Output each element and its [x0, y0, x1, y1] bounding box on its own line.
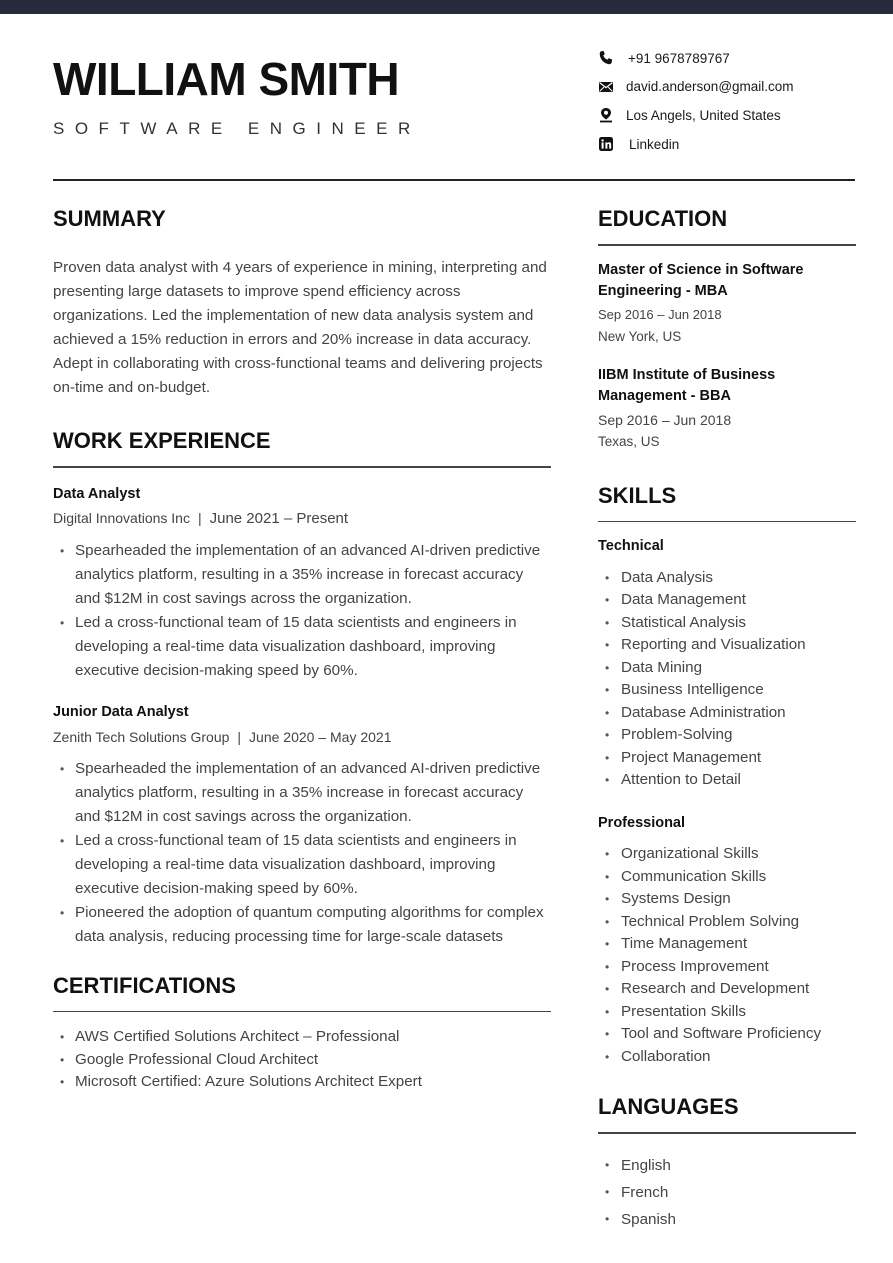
job-title: SOFTWARE ENGINEER [53, 119, 421, 138]
list-item: • Attention to Detail [598, 769, 856, 792]
technical-skills-list [598, 567, 856, 792]
certifications-list [53, 1026, 551, 1094]
section-divider [598, 244, 856, 246]
list-item: • English [598, 1152, 856, 1179]
job-dates: June 2021 – Present [209, 510, 349, 527]
contact-linkedin-text: Linkedin [629, 136, 680, 152]
job-meta [53, 511, 551, 526]
list-item: • Microsoft Certified: Azure Solutions Architect Expert [53, 1071, 551, 1094]
list-item: • Project Management [598, 747, 856, 770]
education-heading: EDUCATION [598, 206, 728, 231]
job-entry [53, 487, 551, 684]
education-entry [598, 260, 856, 344]
list-item: • Time Management [598, 933, 856, 956]
list-item: • Communication Skills [598, 866, 856, 889]
education-entry [598, 365, 856, 449]
summary-heading: SUMMARY [53, 206, 166, 231]
list-item: • Process Improvement [598, 956, 856, 979]
education-dates: Sep 2016 – Jun 2018 [598, 412, 732, 428]
list-item: • Spearheaded the implementation of an advanced AI-driven predictive analytics platform, resulting in a 35% increase in forecast accuracy and $12M in cost savings across the organization. [53, 539, 551, 611]
list-item: • Organizational Skills [598, 843, 856, 866]
right-column [598, 208, 856, 1233]
contact-linkedin[interactable] [598, 130, 878, 159]
summary-section [53, 208, 551, 400]
skills-section [598, 482, 856, 1069]
section-divider [598, 521, 856, 523]
education-location: Texas, US [598, 434, 660, 449]
list-item: • Database Administration [598, 702, 856, 725]
list-item: • French [598, 1179, 856, 1206]
list-item: • Google Professional Cloud Architect [53, 1049, 551, 1072]
skills-group-professional: Professional [598, 814, 686, 831]
list-item: • Pioneered the adoption of quantum computing algorithms for complex data analysis, reducing processing time for large-scale datasets [53, 901, 551, 949]
languages-heading: LANGUAGES [598, 1094, 739, 1119]
list-item: • Data Mining [598, 657, 856, 680]
work-experience-heading: WORK EXPERIENCE [53, 428, 271, 453]
list-item: • Business Intelligence [598, 679, 856, 702]
education-section [598, 208, 856, 449]
section-divider [598, 1132, 856, 1134]
contact-list [598, 44, 878, 158]
summary-text: Proven data analyst with 4 years of experience in mining, interpreting and presenting large datasets to improve spend efficiency across organizations. Led the implementation of new data analysis system and achieved a 15% reduction in errors and 20% increase in data accuracy. Adept in collaborating with cross-functional teams and delivering projects on-time and on-budget. [53, 259, 547, 396]
list-item: • Technical Problem Solving [598, 911, 856, 934]
list-item: • Research and Development [598, 978, 856, 1001]
languages-section [598, 1096, 856, 1233]
list-item: • Data Analysis [598, 567, 856, 590]
job-company: Digital Innovations Inc [53, 510, 190, 526]
languages-list [598, 1152, 856, 1233]
contact-phone [598, 44, 878, 73]
work-experience-section [53, 430, 551, 949]
left-column [53, 208, 551, 1094]
job-meta-separator: | [197, 510, 202, 526]
contact-location-text: Los Angels, United States [626, 107, 781, 123]
job-entry [53, 705, 551, 949]
list-item: • Spanish [598, 1206, 856, 1233]
job-position: Junior Data Analyst [53, 704, 189, 720]
job-bullets [53, 539, 551, 683]
list-item: • Led a cross-functional team of 15 data scientists and engineers in developing a real-time data visualization dashboard, improving executive decision-making speed by 60%. [53, 829, 551, 901]
top-accent-bar [0, 0, 893, 14]
section-divider [53, 466, 551, 468]
section-divider [53, 1011, 551, 1013]
contact-email[interactable] [598, 73, 878, 102]
candidate-name: WILLIAM SMITH [53, 53, 400, 105]
list-item: • Data Management [598, 589, 856, 612]
list-item: • Statistical Analysis [598, 612, 856, 635]
job-position: Data Analyst [53, 485, 141, 502]
education-degree: IIBM Institute of Business Management - BBA [598, 367, 776, 404]
job-dates: June 2020 – May 2021 [249, 728, 392, 745]
location-icon [598, 107, 614, 123]
professional-skills-list [598, 843, 856, 1068]
list-item: • Presentation Skills [598, 1001, 856, 1024]
job-bullets [53, 757, 551, 949]
list-item: • Led a cross-functional team of 15 data scientists and engineers in developing a real-time data visualization dashboard, improving executive decision-making speed by 60%. [53, 611, 551, 683]
job-company: Zenith Tech Solutions Group [53, 728, 230, 745]
certifications-section [53, 972, 551, 1094]
list-item: • Problem-Solving [598, 724, 856, 747]
certifications-heading: CERTIFICATIONS [53, 972, 236, 998]
phone-icon [598, 50, 614, 66]
skills-heading: SKILLS [598, 482, 677, 508]
header-divider [53, 179, 855, 181]
email-icon [598, 79, 614, 95]
contact-location [598, 101, 878, 130]
job-meta [53, 730, 551, 744]
contact-email-text: david.anderson@gmail.com [626, 79, 794, 95]
list-item: • Reporting and Visualization [598, 634, 856, 657]
linkedin-icon [598, 136, 614, 152]
contact-phone-text: +91 9678789767 [628, 50, 730, 66]
education-degree: Master of Science in Software Engineering - MBA [598, 261, 804, 299]
list-item: • Systems Design [598, 888, 856, 911]
job-meta-separator: | [237, 728, 242, 745]
list-item: • AWS Certified Solutions Architect – Professional [53, 1026, 551, 1049]
list-item: • Collaboration [598, 1046, 856, 1069]
skills-group-technical: Technical [598, 538, 664, 554]
list-item: • Tool and Software Proficiency [598, 1023, 856, 1046]
education-location: New York, US [598, 328, 682, 344]
education-dates: Sep 2016 – Jun 2018 [598, 306, 722, 322]
list-item: • Spearheaded the implementation of an advanced AI-driven predictive analytics platform, resulting in a 35% increase in forecast accuracy and $12M in cost savings across the organization. [53, 757, 551, 829]
